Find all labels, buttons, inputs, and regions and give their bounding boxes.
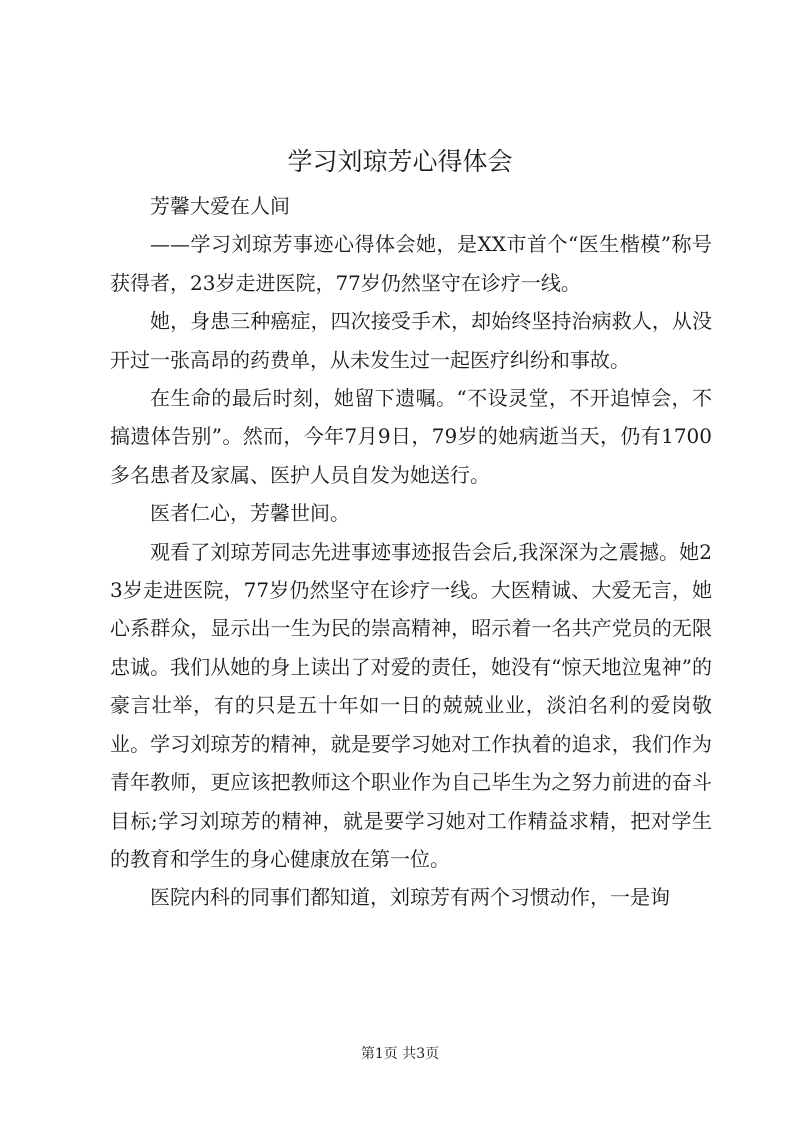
paragraph-subtitle: 芳馨大爱在人间 (150, 194, 290, 218)
document-title: 学习刘琼芳心得体会 (287, 147, 513, 176)
document-body (110, 187, 712, 917)
paragraph-reflection: 观看了刘琼芳同志先进事迹事迹报告会后,我深深为之震撼。她23岁走进医院，77岁仍然坚守在诊疗一线。大医精诚、大爱无言，她心系群众，显示出一生为民的崇高精神，昭示着一名共产党员的无限忠诚。我们从她的身上读出了对爱的责任，她没有“惊天地泣鬼神”的豪言壮举，有的只是五十年如一日的兢兢业业，淡泊名利的爱岗敬业。学习刘琼芳的精神，就是要学习她对工作执着的追求，我们作为青年教师，更应该把教师这个职业作为自己毕生为之努力前进的奋斗目标;学习刘琼芳的精神，就是要学习她对工作精益求精，把对学生的教育和学生的身心健康放在第一位。 (110, 539, 712, 871)
page-number-footer: 第1页 共3页 (360, 1046, 440, 1062)
paragraph-habits: 医院内科的同事们都知道，刘琼芳有两个习惯动作，一是询 (150, 885, 670, 910)
paragraph-illness: 她，身患三种癌症，四次接受手术，却始终坚持治病救人，从没开过一张高昂的药费单，从未发生过一起医疗纠纷和事故。 (110, 309, 712, 372)
paragraph-motto: 医者仁心，芳馨世间。 (150, 501, 350, 526)
paragraph-will: 在生命的最后时刻，她留下遗嘱。“不设灵堂，不开追悼会，不搞遗体告别”。然而，今年7月9日，79岁的她病逝当天，仍有1700多名患者及家属、医护人员自发为她送行。 (110, 386, 712, 487)
paragraph-intro: ——学习刘琼芳事迹心得体会她，是XX市首个“医生楷模”称号获得者，23岁走进医院，77岁仍然坚守在诊疗一线。 (110, 232, 712, 295)
